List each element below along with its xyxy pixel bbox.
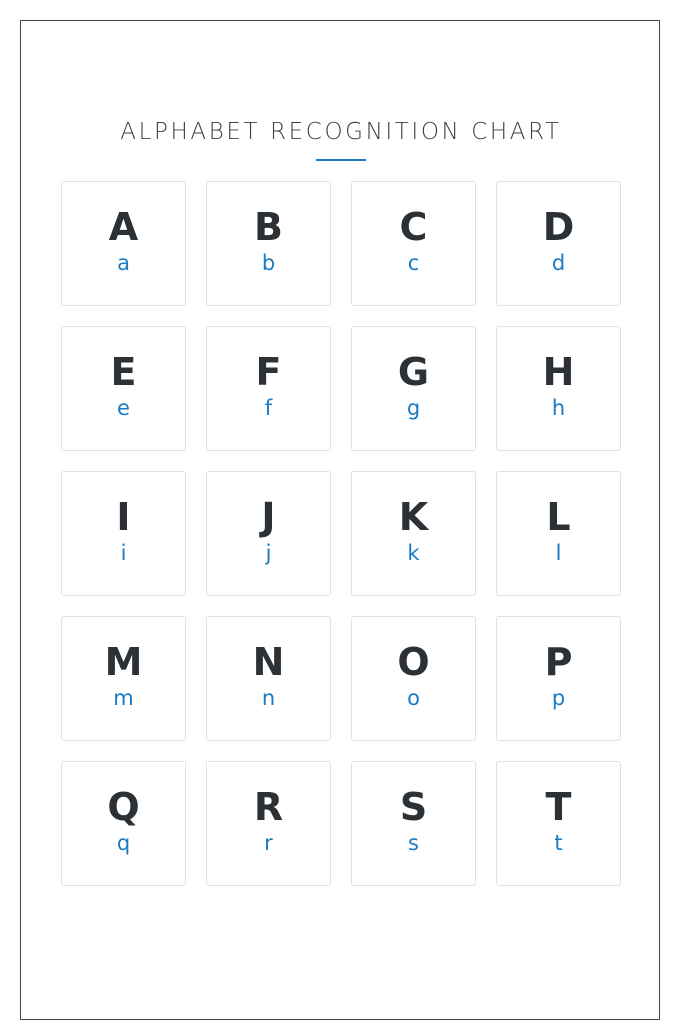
letter-card (206, 181, 331, 306)
letter-grid (61, 181, 621, 886)
uppercase-letter: H (542, 350, 575, 394)
lowercase-letter: a (117, 251, 130, 275)
uppercase-letter: J (261, 495, 276, 539)
uppercase-letter: O (397, 640, 430, 684)
lowercase-letter: e (117, 396, 130, 420)
uppercase-letter: N (252, 640, 285, 684)
uppercase-letter: E (110, 350, 137, 394)
lowercase-letter: h (551, 396, 566, 420)
letter-card (206, 326, 331, 451)
lowercase-letter: p (551, 686, 566, 710)
uppercase-letter: B (254, 205, 283, 249)
lowercase-letter: q (116, 831, 131, 855)
lowercase-letter: i (120, 541, 127, 565)
lowercase-letter: o (407, 686, 420, 710)
lowercase-letter: j (265, 541, 272, 565)
uppercase-letter: P (544, 640, 573, 684)
page-title: ALPHABET RECOGNITION CHART (120, 119, 562, 145)
lowercase-letter: n (261, 686, 276, 710)
lowercase-letter: l (555, 541, 562, 565)
lowercase-letter: s (408, 831, 419, 855)
letter-card (61, 471, 186, 596)
uppercase-letter: F (255, 350, 282, 394)
letter-card (496, 616, 621, 741)
lowercase-letter: b (261, 251, 276, 275)
letter-card (61, 616, 186, 741)
uppercase-letter: R (253, 785, 284, 829)
uppercase-letter: Q (107, 785, 140, 829)
uppercase-letter: I (116, 495, 131, 539)
uppercase-letter: M (104, 640, 143, 684)
letter-card (496, 181, 621, 306)
letter-card (351, 761, 476, 886)
uppercase-letter: A (108, 205, 139, 249)
alphabet-chart-sheet (20, 20, 660, 1020)
uppercase-letter: C (399, 205, 428, 249)
uppercase-letter: G (397, 350, 430, 394)
lowercase-letter: r (264, 831, 273, 855)
lowercase-letter: c (407, 251, 420, 275)
letter-card (351, 471, 476, 596)
letter-card (496, 761, 621, 886)
letter-card (496, 326, 621, 451)
lowercase-letter: g (406, 396, 421, 420)
lowercase-letter: d (551, 251, 566, 275)
lowercase-letter: m (113, 686, 134, 710)
uppercase-letter: K (398, 495, 429, 539)
letter-card (206, 471, 331, 596)
title-underline (316, 159, 366, 161)
letter-card (206, 616, 331, 741)
letter-card (206, 761, 331, 886)
lowercase-letter: f (264, 396, 273, 420)
letter-card (351, 326, 476, 451)
lowercase-letter: k (407, 541, 420, 565)
letter-card (351, 616, 476, 741)
letter-card (496, 471, 621, 596)
uppercase-letter: L (546, 495, 571, 539)
letter-card (351, 181, 476, 306)
letter-card (61, 326, 186, 451)
letter-card (61, 761, 186, 886)
uppercase-letter: S (399, 785, 428, 829)
letter-card (61, 181, 186, 306)
uppercase-letter: T (545, 785, 572, 829)
lowercase-letter: t (554, 831, 563, 855)
uppercase-letter: D (542, 205, 575, 249)
